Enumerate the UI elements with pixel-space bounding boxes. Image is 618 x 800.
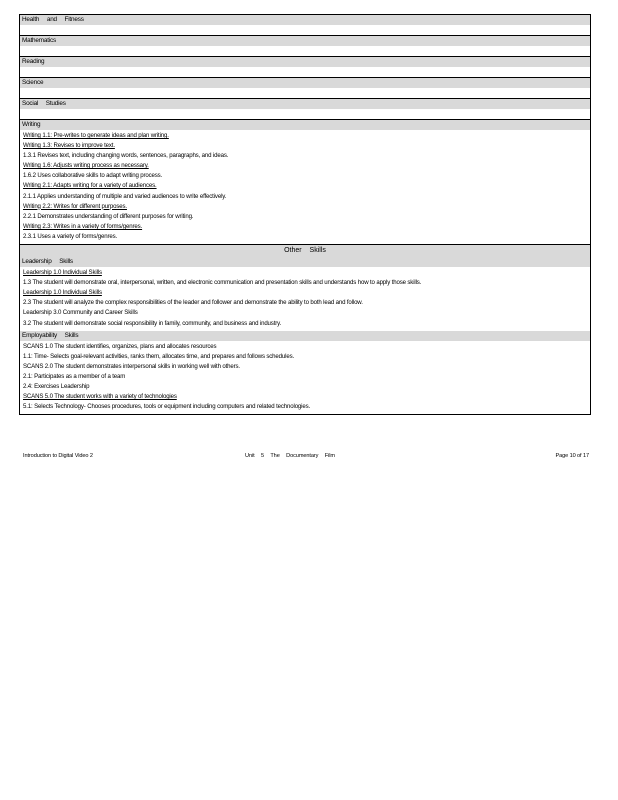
subject-section bbox=[20, 119, 590, 244]
other-skills-header: Other Skills bbox=[20, 245, 590, 257]
subject-header: Health and Fitness bbox=[20, 15, 590, 25]
subject-header: Writing bbox=[20, 120, 590, 130]
standard-line: 1.6.2 Uses collaborative skills to adapt writing process. bbox=[23, 172, 163, 180]
skill-line: 2.1: Participates as a member of a team bbox=[23, 372, 126, 380]
standards-document bbox=[19, 14, 591, 415]
subject-section bbox=[20, 15, 590, 35]
standard-line: Writing 2.2: Writes for different purposes. bbox=[23, 202, 127, 210]
subject-header: Reading bbox=[20, 57, 590, 67]
skill-line: 5.1: Selects Technology- Chooses procedures, tools or equipment including computers and related technologies. bbox=[23, 403, 311, 411]
skills-group-header: Employability Skills bbox=[20, 331, 590, 341]
standard-line: Writing 1.6: Adjusts writing process as necessary. bbox=[23, 162, 149, 170]
subject-section bbox=[20, 77, 590, 98]
empty-row bbox=[20, 88, 590, 98]
skill-line: 1.3 The student will demonstrate oral, interpersonal, written, and electronic communication and presentation skills and understands how to apply those skills. bbox=[23, 279, 422, 287]
footer-unit: Unit 5 The Documentary Film bbox=[245, 453, 335, 459]
standards-table bbox=[19, 14, 591, 415]
skill-line: Leadership 1.0 Individual Skills bbox=[23, 269, 102, 277]
skill-line: SCANS 2.0 The student demonstrates interpersonal skills in working well with others. bbox=[23, 362, 240, 370]
skills-list bbox=[20, 267, 590, 331]
standard-line: 2.3.1 Uses a variety of forms/genres. bbox=[23, 232, 118, 240]
standard-line: 1.3.1 Revises text, including changing words, sentences, paragraphs, and ideas. bbox=[23, 152, 229, 160]
subject-section bbox=[20, 56, 590, 77]
empty-row bbox=[20, 46, 590, 56]
standard-line: Writing 2.3: Writes in a variety of forms/genres. bbox=[23, 222, 143, 230]
standard-line: 2.1.1 Applies understanding of multiple and varied audiences to write effectively. bbox=[23, 192, 227, 200]
standard-line: Writing 1.3: Revises to improve text. bbox=[23, 142, 115, 150]
standard-line: 2.2.1 Demonstrates understanding of different purposes for writing. bbox=[23, 212, 194, 220]
other-skills-section bbox=[20, 244, 590, 414]
skill-line: 2.4: Exercises Leadership bbox=[23, 382, 90, 390]
standard-line: Writing 2.1: Adapts writing for a variety of audiences. bbox=[23, 182, 157, 190]
footer-page-number: Page 10 of 17 bbox=[555, 453, 589, 459]
skill-line: Leadership 3.0 Community and Career Skills bbox=[23, 309, 138, 317]
skills-group-header: Leadership Skills bbox=[20, 257, 590, 267]
skill-line: 1.1: Time- Selects goal-relevant activities, ranks them, allocates time, and prepares and follows schedules. bbox=[23, 352, 295, 360]
skill-line: SCANS 5.0 The student works with a variety of technologies bbox=[23, 393, 177, 401]
subject-section bbox=[20, 98, 590, 119]
skill-line: 2.3 The student will analyze the complex responsibilities of the leader and follower and demonstrate the ability to both lead and follow. bbox=[23, 299, 363, 307]
skill-line: SCANS 1.0 The student identifies, organizes, plans and allocates resources bbox=[23, 342, 217, 350]
subject-section bbox=[20, 35, 590, 56]
empty-row bbox=[20, 25, 590, 35]
empty-row bbox=[20, 109, 590, 119]
skill-line: Leadership 1.0 Individual Skills bbox=[23, 289, 102, 297]
standards-list bbox=[20, 130, 590, 244]
skill-line: 3.2 The student will demonstrate social responsibility in family, community, and business and industry. bbox=[23, 319, 282, 327]
empty-row bbox=[20, 67, 590, 77]
subject-header: Science bbox=[20, 78, 590, 88]
skills-list bbox=[20, 341, 590, 415]
standard-line: Writing 1.1: Pre-writes to generate ideas and plan writing. bbox=[23, 132, 169, 139]
subject-header: Social Studies bbox=[20, 99, 590, 109]
subject-header: Mathematics bbox=[20, 36, 590, 46]
footer-course: Introduction to Digital Video 2 bbox=[23, 453, 93, 459]
